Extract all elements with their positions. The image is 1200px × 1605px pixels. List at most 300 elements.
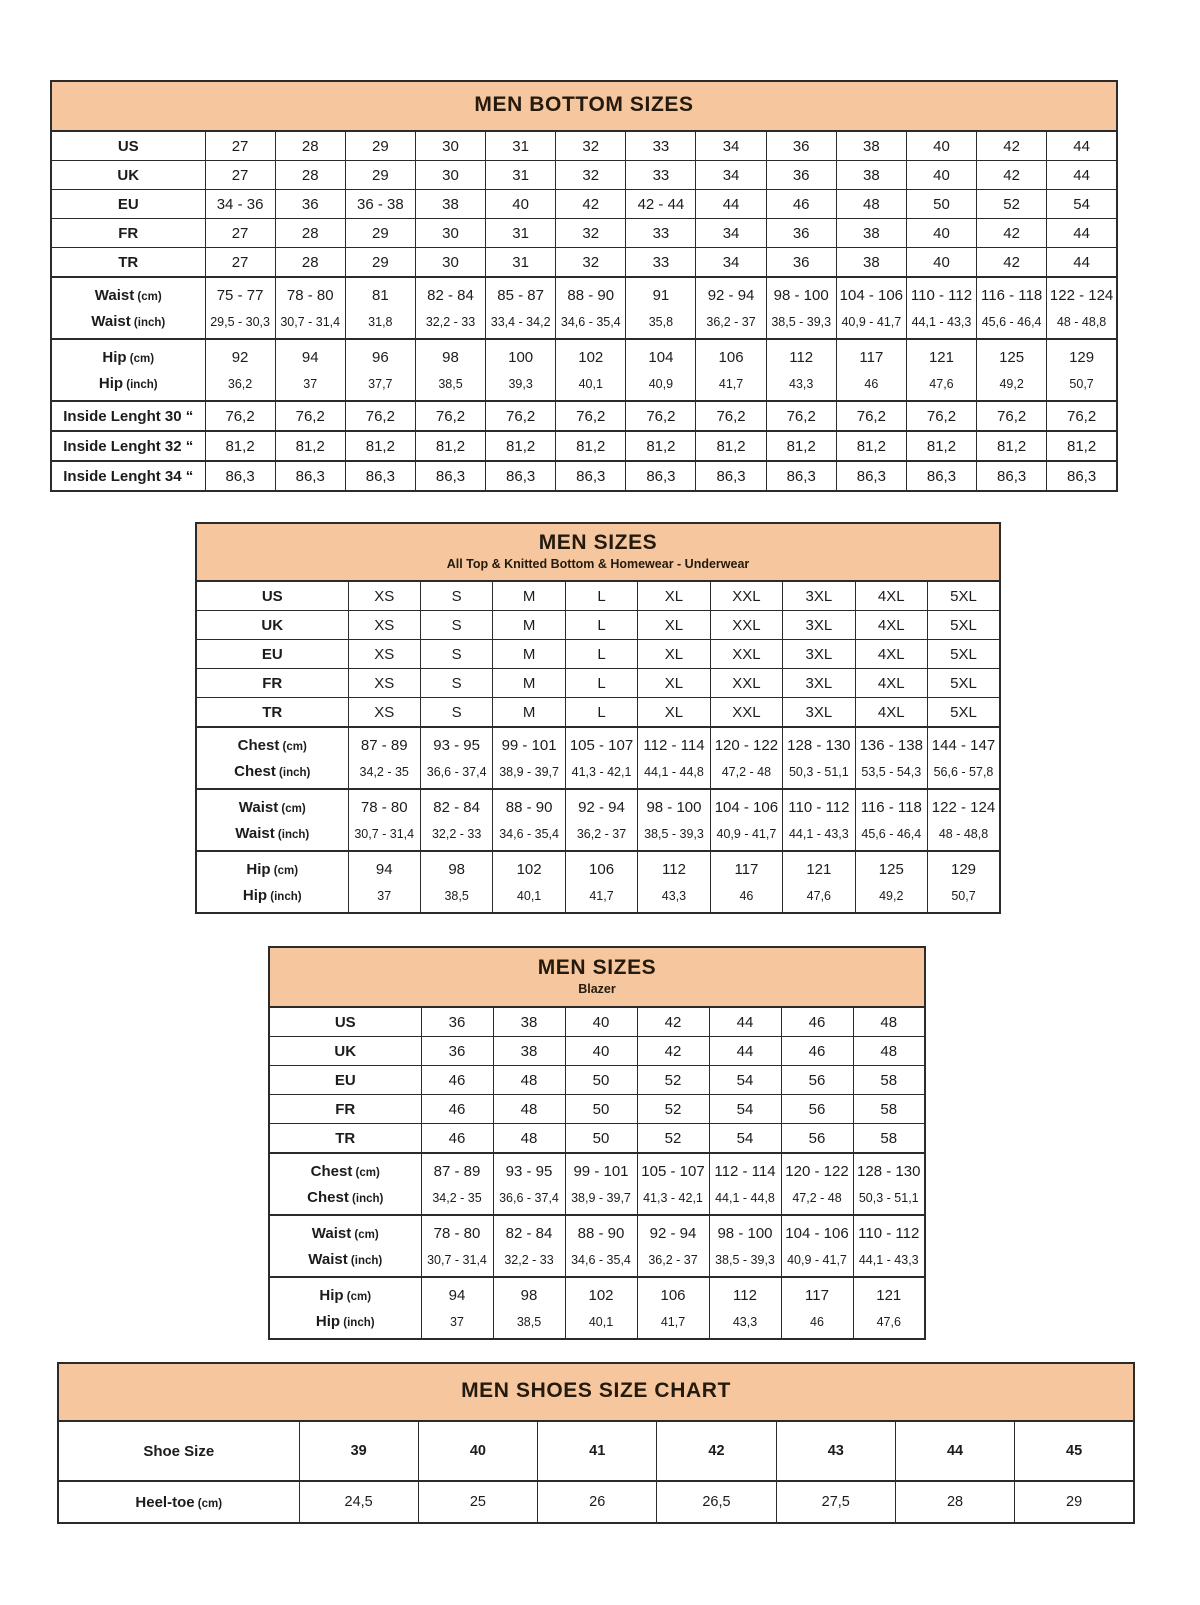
size-cell	[565, 727, 637, 789]
size-cell: 76,2	[696, 401, 766, 431]
row-label	[196, 851, 348, 913]
size-cell: 36	[766, 219, 836, 248]
size-cell: 76,2	[766, 401, 836, 431]
size-cell	[275, 339, 345, 401]
row-label	[269, 1277, 421, 1339]
size-value-inch: 45,6 - 46,4	[861, 827, 922, 841]
size-value-inch: 36,6 - 37,4	[499, 1191, 559, 1205]
size-value-cm: 104 - 106	[714, 799, 779, 816]
size-cell: L	[565, 669, 637, 698]
size-table-men-sizes-blazer	[268, 946, 926, 1340]
row-label	[269, 1153, 421, 1215]
size-cell: 44	[1047, 161, 1117, 190]
size-cell: 81,2	[766, 431, 836, 461]
size-cell	[783, 727, 855, 789]
size-cell	[486, 339, 556, 401]
size-cell	[928, 851, 1001, 913]
size-cell: 86,3	[486, 461, 556, 491]
table-row	[51, 190, 1117, 219]
size-cell: XS	[348, 698, 420, 728]
size-cell: 38	[836, 161, 906, 190]
size-value-cm: 93 - 95	[505, 1163, 553, 1180]
row-label	[269, 1066, 421, 1095]
size-cell: 81,2	[696, 431, 766, 461]
row-label-text: TR	[335, 1129, 356, 1147]
size-cell: 76,2	[275, 401, 345, 431]
size-cell: 54	[709, 1066, 781, 1095]
size-value-inch: 53,5 - 54,3	[861, 765, 922, 779]
size-cell	[1047, 339, 1117, 401]
size-cell: XS	[348, 669, 420, 698]
size-cell: 44	[1047, 248, 1117, 278]
size-cell	[709, 1153, 781, 1215]
size-value-cm: 99 - 101	[573, 1163, 629, 1180]
size-value-cm: 88 - 90	[567, 287, 615, 304]
size-cell: 24,5	[299, 1481, 418, 1523]
size-value-inch: 36,2 - 37	[706, 315, 756, 329]
row-label	[196, 581, 348, 611]
size-cell: 3XL	[783, 640, 855, 669]
size-cell	[626, 339, 696, 401]
row-label	[196, 640, 348, 669]
size-cell: 86,3	[1047, 461, 1117, 491]
size-cell: XXL	[710, 640, 782, 669]
row-label	[196, 669, 348, 698]
size-value-cm: 98 - 100	[646, 799, 702, 816]
row-label-text: UK	[334, 1042, 357, 1060]
size-cell: 81,2	[486, 431, 556, 461]
size-table-men-sizes-top	[195, 522, 1001, 914]
size-value-cm: 82 - 84	[427, 287, 474, 304]
size-cell: 30	[415, 248, 485, 278]
row-label	[269, 1215, 421, 1277]
size-value-cm: 99 - 101	[501, 737, 557, 754]
size-cell: M	[493, 581, 565, 611]
size-cell: 81,2	[205, 431, 275, 461]
row-label	[51, 277, 205, 339]
men-sizes-blazer-table-container	[268, 946, 926, 1340]
size-cell: 45	[1015, 1421, 1134, 1481]
row-label	[269, 1095, 421, 1124]
size-value-cm: 93 - 95	[433, 737, 480, 754]
table-row	[269, 1124, 925, 1154]
size-cell	[565, 789, 637, 851]
size-cell: 27	[205, 248, 275, 278]
table-header-band	[51, 81, 1117, 131]
size-value-inch: 43,3	[661, 889, 687, 903]
size-cell: XXL	[710, 698, 782, 728]
row-label-unit: (cm)	[279, 741, 307, 753]
size-cell: 48	[493, 1095, 565, 1124]
row-label-text: US	[261, 587, 283, 605]
size-value-inch: 48 - 48,8	[938, 827, 989, 841]
table-header-row	[51, 81, 1117, 131]
size-cell: 28	[895, 1481, 1014, 1523]
row-label-text: US	[334, 1013, 356, 1031]
size-cell: 76,2	[906, 401, 976, 431]
size-cell: S	[420, 698, 492, 728]
size-value-cm: 110 - 112	[910, 287, 973, 304]
size-cell: 81,2	[415, 431, 485, 461]
size-cell: 27	[205, 131, 275, 161]
size-cell: 81,2	[626, 431, 696, 461]
size-cell: L	[565, 611, 637, 640]
size-cell	[420, 727, 492, 789]
row-label	[269, 1124, 421, 1154]
size-cell	[906, 277, 976, 339]
size-cell	[565, 1153, 637, 1215]
size-cell	[638, 851, 710, 913]
size-cell: XXL	[710, 611, 782, 640]
size-cell	[421, 1153, 493, 1215]
size-cell: 27	[205, 161, 275, 190]
size-cell	[420, 789, 492, 851]
table-row	[269, 1007, 925, 1037]
table-row	[269, 1037, 925, 1066]
size-cell: 58	[853, 1066, 925, 1095]
row-label-text: Chest (cm)	[237, 737, 307, 754]
size-value-inch: 35,8	[648, 315, 674, 329]
size-cell	[836, 277, 906, 339]
size-cell: 5XL	[928, 581, 1001, 611]
size-cell: 42	[977, 219, 1047, 248]
size-cell: 86,3	[626, 461, 696, 491]
size-value-inch: 38,9 - 39,7	[499, 765, 559, 779]
size-cell: 33	[626, 161, 696, 190]
size-cell: 86,3	[836, 461, 906, 491]
size-cell: 54	[709, 1095, 781, 1124]
size-value-inch: 44,1 - 43,3	[858, 1253, 919, 1267]
row-label-unit: (inch)	[340, 1317, 375, 1329]
table-row	[196, 789, 1000, 851]
row-label-text: Shoe Size	[143, 1442, 215, 1460]
size-value-inch: 47,2 - 48	[721, 765, 772, 779]
size-cell: 33	[626, 219, 696, 248]
size-cell	[710, 727, 782, 789]
size-cell: 52	[637, 1095, 709, 1124]
row-label-unit: (inch)	[274, 829, 310, 841]
table-row	[196, 727, 1000, 789]
size-value-cm: 136 - 138	[859, 737, 923, 754]
size-cell	[493, 1277, 565, 1339]
size-cell	[783, 851, 855, 913]
size-value-inch: 34,6 - 35,4	[560, 315, 621, 329]
size-value-inch: 41,7	[589, 889, 614, 903]
size-cell: 40	[486, 190, 556, 219]
size-value-cm: 112	[789, 349, 814, 366]
row-label-text: Waist (cm)	[238, 799, 306, 816]
size-cell	[1047, 277, 1117, 339]
size-cell: 40	[565, 1037, 637, 1066]
size-value-inch: 36,2	[227, 377, 253, 391]
size-value-inch: 41,3 - 42,1	[571, 765, 632, 779]
size-cell: 86,3	[556, 461, 626, 491]
row-label-text: Hip (cm)	[246, 861, 299, 878]
size-value-cm: 102	[588, 1287, 614, 1304]
size-value-inch: 40,9	[648, 377, 674, 391]
row-label-unit: (inch)	[130, 317, 166, 329]
size-value-cm: 78 - 80	[433, 1225, 481, 1242]
size-cell	[493, 851, 565, 913]
size-cell: 25	[418, 1481, 537, 1523]
size-value-inch: 43,3	[789, 377, 814, 391]
size-value-cm: 75 - 77	[216, 287, 264, 304]
size-cell: 29	[345, 219, 415, 248]
size-cell: 32	[556, 161, 626, 190]
size-value-inch: 50,3 - 51,1	[788, 765, 849, 779]
row-label-text: EU	[117, 195, 139, 213]
size-value-inch: 36,2 - 37	[576, 827, 627, 841]
size-value-cm: 129	[950, 861, 977, 878]
size-cell: 42 - 44	[626, 190, 696, 219]
size-value-inch: 30,7 - 31,4	[280, 315, 341, 329]
row-label-unit: (inch)	[348, 1193, 384, 1205]
size-cell	[853, 1277, 925, 1339]
size-value-cm: 102	[578, 349, 604, 366]
size-cell	[906, 339, 976, 401]
table-row	[51, 401, 1117, 431]
size-cell: 29	[1015, 1481, 1134, 1523]
size-cell: 46	[421, 1066, 493, 1095]
men-bottom-sizes-table-container	[50, 80, 1118, 492]
table-header-band	[58, 1363, 1134, 1421]
size-cell: XL	[638, 611, 710, 640]
size-value-cm: 98 - 100	[773, 287, 829, 304]
size-cell	[638, 789, 710, 851]
size-value-inch: 32,2 - 33	[504, 1253, 554, 1267]
size-cell	[493, 1215, 565, 1277]
size-cell: 5XL	[928, 698, 1001, 728]
row-label	[196, 611, 348, 640]
size-value-cm: 117	[734, 861, 759, 878]
row-label	[269, 1007, 421, 1037]
row-label	[51, 431, 205, 461]
size-value-cm: 120 - 122	[785, 1163, 849, 1180]
size-cell: 4XL	[855, 611, 927, 640]
size-cell: 40	[906, 248, 976, 278]
size-cell: 34 - 36	[205, 190, 275, 219]
size-cell: 81,2	[977, 431, 1047, 461]
size-value-cm: 92 - 94	[578, 799, 625, 816]
row-label-text: Hip (inch)	[315, 1313, 375, 1330]
row-label-unit: (inch)	[267, 891, 302, 903]
size-value-inch: 49,2	[999, 377, 1024, 391]
size-cell: 86,3	[275, 461, 345, 491]
size-cell: 76,2	[626, 401, 696, 431]
table-subtitle: Blazer	[578, 982, 616, 996]
size-cell: S	[420, 640, 492, 669]
size-cell	[696, 277, 766, 339]
size-value-cm: 91	[652, 287, 670, 304]
size-cell	[486, 277, 556, 339]
size-cell: 27	[205, 219, 275, 248]
size-value-cm: 125	[999, 349, 1025, 366]
size-cell: 34	[696, 131, 766, 161]
size-value-cm: 129	[1069, 349, 1095, 366]
size-value-cm: 98 - 100	[717, 1225, 773, 1242]
table-row	[51, 277, 1117, 339]
size-cell: 52	[637, 1066, 709, 1095]
size-cell	[345, 339, 415, 401]
size-cell: 76,2	[415, 401, 485, 431]
row-label-text: UK	[117, 166, 140, 184]
size-cell: 58	[853, 1124, 925, 1154]
size-value-cm: 92 - 94	[707, 287, 755, 304]
size-value-cm: 112 - 114	[643, 737, 705, 754]
size-value-inch: 38,5	[438, 377, 463, 391]
size-cell	[696, 339, 766, 401]
table-row	[196, 581, 1000, 611]
size-cell: 29	[345, 248, 415, 278]
size-value-inch: 34,2 - 35	[359, 765, 409, 779]
size-cell	[781, 1153, 853, 1215]
size-cell: 26,5	[657, 1481, 776, 1523]
size-value-inch: 38,5 - 39,3	[715, 1253, 775, 1267]
size-cell: 36	[275, 190, 345, 219]
size-cell: XL	[638, 640, 710, 669]
size-cell: 42	[977, 131, 1047, 161]
size-cell: XL	[638, 581, 710, 611]
size-value-inch: 32,2 - 33	[425, 315, 476, 329]
size-value-inch: 38,9 - 39,7	[571, 1191, 631, 1205]
size-value-inch: 38,5 - 39,3	[644, 827, 704, 841]
size-cell: 29	[345, 161, 415, 190]
size-value-cm: 98	[520, 1287, 538, 1304]
size-cell: 36	[766, 161, 836, 190]
size-cell: 42	[637, 1007, 709, 1037]
size-cell: 50	[565, 1066, 637, 1095]
size-cell	[556, 339, 626, 401]
size-value-cm: 112	[733, 1287, 757, 1304]
row-label-unit: (cm)	[194, 1497, 223, 1510]
size-cell: 3XL	[783, 581, 855, 611]
size-value-inch: 38,5	[516, 1315, 542, 1329]
size-cell	[855, 727, 927, 789]
table-row	[51, 161, 1117, 190]
size-value-cm: 94	[375, 861, 393, 878]
table-title: MEN SIZES	[538, 531, 658, 554]
table-subtitle: All Top & Knitted Bottom & Homewear - Underwear	[446, 557, 750, 571]
size-cell	[709, 1277, 781, 1339]
size-value-inch: 31,8	[368, 315, 393, 329]
row-label-unit: (cm)	[270, 865, 299, 877]
size-cell	[836, 339, 906, 401]
size-value-cm: 87 - 89	[360, 737, 408, 754]
size-cell: 28	[275, 219, 345, 248]
size-cell: 31	[486, 161, 556, 190]
size-cell: 34	[696, 161, 766, 190]
size-cell: 40	[906, 131, 976, 161]
table-title: MEN BOTTOM SIZES	[474, 93, 694, 116]
size-cell: 3XL	[783, 669, 855, 698]
size-value-cm: 125	[878, 861, 904, 878]
size-cell: 76,2	[836, 401, 906, 431]
size-cell	[626, 277, 696, 339]
table-row	[269, 1153, 925, 1215]
row-label-text: Hip (cm)	[102, 349, 155, 366]
size-cell	[205, 339, 275, 401]
row-label-text: Hip (cm)	[319, 1287, 372, 1304]
size-cell: 4XL	[855, 669, 927, 698]
size-value-cm: 94	[301, 349, 319, 366]
size-cell: XS	[348, 611, 420, 640]
table-title: MEN SIZES	[537, 956, 657, 979]
size-cell: 56	[781, 1066, 853, 1095]
row-label-text: FR	[118, 224, 139, 242]
row-label-unit: (cm)	[343, 1291, 372, 1303]
table-header-row	[196, 523, 1000, 581]
size-value-cm: 117	[859, 349, 884, 366]
size-value-inch: 40,1	[588, 1315, 614, 1329]
size-value-cm: 78 - 80	[360, 799, 408, 816]
size-value-cm: 110 - 112	[788, 799, 850, 816]
size-cell: 52	[637, 1124, 709, 1154]
size-cell	[637, 1215, 709, 1277]
size-value-cm: 98	[442, 349, 459, 366]
size-value-inch: 48 - 48,8	[1056, 315, 1107, 329]
size-cell: XL	[638, 669, 710, 698]
table-header-band	[196, 523, 1000, 581]
size-cell	[855, 851, 927, 913]
size-cell	[709, 1215, 781, 1277]
size-cell	[855, 789, 927, 851]
size-cell: 36	[421, 1007, 493, 1037]
size-cell	[205, 277, 275, 339]
size-cell	[493, 1153, 565, 1215]
size-cell: 31	[486, 248, 556, 278]
size-cell	[348, 727, 420, 789]
table-row	[51, 339, 1117, 401]
size-value-inch: 44,1 - 43,3	[911, 315, 972, 329]
row-label-text: Waist (inch)	[235, 825, 310, 842]
size-cell: 38	[836, 131, 906, 161]
size-cell: 81,2	[1047, 431, 1117, 461]
size-cell: 28	[275, 248, 345, 278]
size-value-cm: 96	[372, 349, 389, 366]
row-label-text: Inside Lenght 34 “	[63, 467, 194, 485]
size-value-inch: 46	[864, 377, 879, 391]
size-cell: L	[565, 698, 637, 728]
size-value-cm: 100	[508, 349, 534, 366]
size-value-cm: 78 - 80	[286, 287, 334, 304]
size-cell: 58	[853, 1095, 925, 1124]
size-cell	[783, 789, 855, 851]
size-cell: 39	[299, 1421, 418, 1481]
size-table-men-bottom-sizes	[50, 80, 1118, 492]
size-cell	[415, 339, 485, 401]
size-cell: 76,2	[1047, 401, 1117, 431]
size-cell: L	[565, 581, 637, 611]
size-cell: 40	[906, 219, 976, 248]
size-cell: S	[420, 581, 492, 611]
size-cell: 38	[836, 219, 906, 248]
size-table-men-shoes-size-chart	[57, 1362, 1135, 1524]
size-cell: XXL	[710, 581, 782, 611]
size-cell: 36	[421, 1037, 493, 1066]
size-cell: 46	[421, 1124, 493, 1154]
size-value-cm: 87 - 89	[433, 1163, 481, 1180]
size-cell: 42	[977, 248, 1047, 278]
size-cell: 86,3	[906, 461, 976, 491]
size-cell	[415, 277, 485, 339]
size-value-inch: 37	[377, 889, 392, 903]
size-cell	[421, 1215, 493, 1277]
row-label	[51, 401, 205, 431]
size-cell: XS	[348, 581, 420, 611]
size-value-cm: 82 - 84	[505, 1225, 553, 1242]
table-row	[196, 669, 1000, 698]
size-value-inch: 46	[739, 889, 754, 903]
